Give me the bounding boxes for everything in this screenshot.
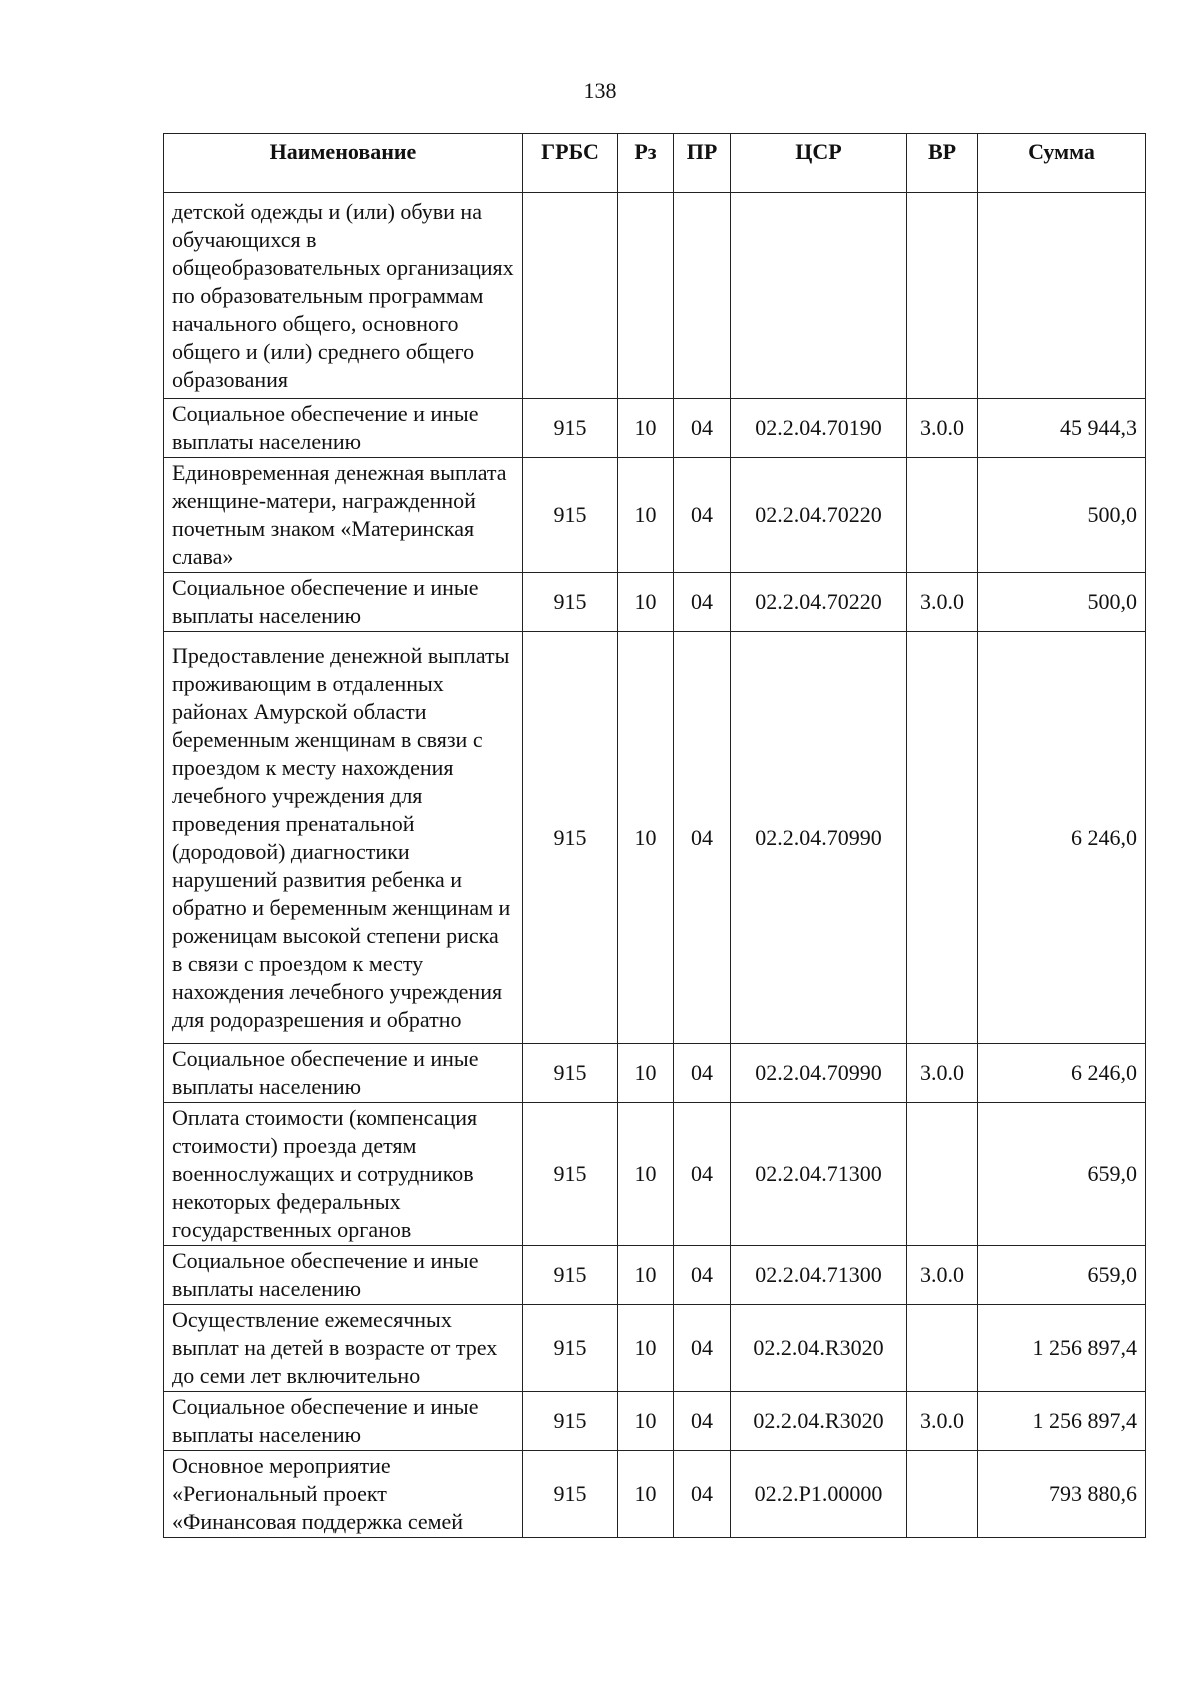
table-row	[164, 1305, 1146, 1392]
row-sum-cell: 500,0	[978, 458, 1146, 573]
row-csr-cell: 02.2.04.70990	[731, 1044, 907, 1103]
row-pr-cell: 04	[674, 573, 731, 632]
row-grbs-cell: 915	[523, 573, 618, 632]
header-sum: Сумма	[978, 134, 1146, 193]
row-grbs-cell: 915	[523, 399, 618, 458]
row-name-cell: Социальное обеспечение и иные выплаты населению	[164, 1246, 523, 1305]
row-csr-cell: 02.2.04.R3020	[731, 1392, 907, 1451]
row-name-cell: Предоставление денежной выплаты проживающим в отдаленных районах Амурской области беременным женщинам в связи с проездом к месту нахождения лечебного учреждения для проведения пренатальной (дородовой) диагностики нарушений развития ребенка и обратно и беременным женщинам и роженицам высокой степени риска в связи с проездом к месту нахождения лечебного учреждения для родоразрешения и обратно	[164, 632, 523, 1044]
table-row	[164, 573, 1146, 632]
row-pr-cell: 04	[674, 1044, 731, 1103]
table-row	[164, 632, 1146, 1044]
row-vr-cell: 3.0.0	[907, 1246, 978, 1305]
row-pr-cell: 04	[674, 1451, 731, 1538]
header-name: Наименование	[164, 134, 523, 193]
row-sum-cell: 793 880,6	[978, 1451, 1146, 1538]
row-vr-cell: 3.0.0	[907, 399, 978, 458]
row-grbs-cell: 915	[523, 1103, 618, 1246]
table-row	[164, 1103, 1146, 1246]
row-name-cell: Единовременная денежная выплата женщине-матери, награжденной почетным знаком «Материнская слава»	[164, 458, 523, 573]
row-grbs-cell: 915	[523, 1451, 618, 1538]
row-csr-cell: 02.2.04.R3020	[731, 1305, 907, 1392]
row-pr-cell: 04	[674, 632, 731, 1044]
row-rz-cell: 10	[618, 1103, 674, 1246]
table-row	[164, 458, 1146, 573]
row-sum-cell: 1 256 897,4	[978, 1392, 1146, 1451]
row-csr-cell: 02.2.04.71300	[731, 1246, 907, 1305]
header-pr: ПР	[674, 134, 731, 193]
table-row	[164, 1044, 1146, 1103]
row-sum-cell: 6 246,0	[978, 632, 1146, 1044]
row-sum-cell: 659,0	[978, 1103, 1146, 1246]
row-grbs-cell: 915	[523, 1392, 618, 1451]
table-body	[164, 193, 1146, 1538]
row-rz-cell: 10	[618, 632, 674, 1044]
row-sum-cell: 659,0	[978, 1246, 1146, 1305]
header-vr: ВР	[907, 134, 978, 193]
row-vr-cell	[907, 1305, 978, 1392]
table-row	[164, 1392, 1146, 1451]
row-vr-cell	[907, 193, 978, 399]
row-pr-cell: 04	[674, 399, 731, 458]
row-pr-cell: 04	[674, 1392, 731, 1451]
row-sum-cell	[978, 193, 1146, 399]
row-pr-cell: 04	[674, 458, 731, 573]
row-grbs-cell: 915	[523, 632, 618, 1044]
row-sum-cell: 1 256 897,4	[978, 1305, 1146, 1392]
row-rz-cell: 10	[618, 573, 674, 632]
table-header-row	[164, 134, 1146, 193]
row-name-cell: детской одежды и (или) обуви на обучающихся в общеобразовательных организациях по образовательным программам начального общего, основного общего и (или) среднего общего образования	[164, 193, 523, 399]
row-rz-cell: 10	[618, 1451, 674, 1538]
row-grbs-cell: 915	[523, 1305, 618, 1392]
row-vr-cell: 3.0.0	[907, 573, 978, 632]
header-csr: ЦСР	[731, 134, 907, 193]
row-grbs-cell: 915	[523, 458, 618, 573]
row-pr-cell: 04	[674, 1103, 731, 1246]
row-name-cell: Осуществление ежемесячных выплат на детей в возрасте от трех до семи лет включительно	[164, 1305, 523, 1392]
budget-table	[163, 133, 1146, 1538]
row-pr-cell	[674, 193, 731, 399]
row-name-cell: Социальное обеспечение и иные выплаты населению	[164, 1044, 523, 1103]
row-rz-cell: 10	[618, 399, 674, 458]
table-row	[164, 399, 1146, 458]
row-pr-cell: 04	[674, 1246, 731, 1305]
row-name-cell: Социальное обеспечение и иные выплаты населению	[164, 573, 523, 632]
row-csr-cell: 02.2.04.70220	[731, 573, 907, 632]
row-name-cell: Социальное обеспечение и иные выплаты населению	[164, 1392, 523, 1451]
row-vr-cell	[907, 458, 978, 573]
row-csr-cell: 02.2.P1.00000	[731, 1451, 907, 1538]
row-sum-cell: 500,0	[978, 573, 1146, 632]
row-name-cell: Оплата стоимости (компенсация стоимости) проезда детям военнослужащих и сотрудников некоторых федеральных государственных органов	[164, 1103, 523, 1246]
row-rz-cell: 10	[618, 1044, 674, 1103]
header-rz: Рз	[618, 134, 674, 193]
row-pr-cell: 04	[674, 1305, 731, 1392]
row-csr-cell: 02.2.04.70990	[731, 632, 907, 1044]
row-csr-cell: 02.2.04.70220	[731, 458, 907, 573]
row-vr-cell: 3.0.0	[907, 1044, 978, 1103]
row-rz-cell: 10	[618, 1392, 674, 1451]
row-vr-cell	[907, 632, 978, 1044]
table-row	[164, 193, 1146, 399]
row-rz-cell: 10	[618, 458, 674, 573]
header-grbs: ГРБС	[523, 134, 618, 193]
row-name-cell: Социальное обеспечение и иные выплаты населению	[164, 399, 523, 458]
row-vr-cell	[907, 1103, 978, 1246]
row-grbs-cell: 915	[523, 1246, 618, 1305]
row-csr-cell: 02.2.04.70190	[731, 399, 907, 458]
page-number: 138	[583, 78, 617, 103]
row-vr-cell: 3.0.0	[907, 1392, 978, 1451]
row-grbs-cell	[523, 193, 618, 399]
row-grbs-cell: 915	[523, 1044, 618, 1103]
row-name-cell: Основное мероприятие «Региональный проект «Финансовая поддержка семей	[164, 1451, 523, 1538]
row-rz-cell: 10	[618, 1246, 674, 1305]
row-rz-cell	[618, 193, 674, 399]
row-vr-cell	[907, 1451, 978, 1538]
row-sum-cell: 45 944,3	[978, 399, 1146, 458]
table-row	[164, 1451, 1146, 1538]
row-rz-cell: 10	[618, 1305, 674, 1392]
row-csr-cell	[731, 193, 907, 399]
table-row	[164, 1246, 1146, 1305]
row-csr-cell: 02.2.04.71300	[731, 1103, 907, 1246]
row-sum-cell: 6 246,0	[978, 1044, 1146, 1103]
